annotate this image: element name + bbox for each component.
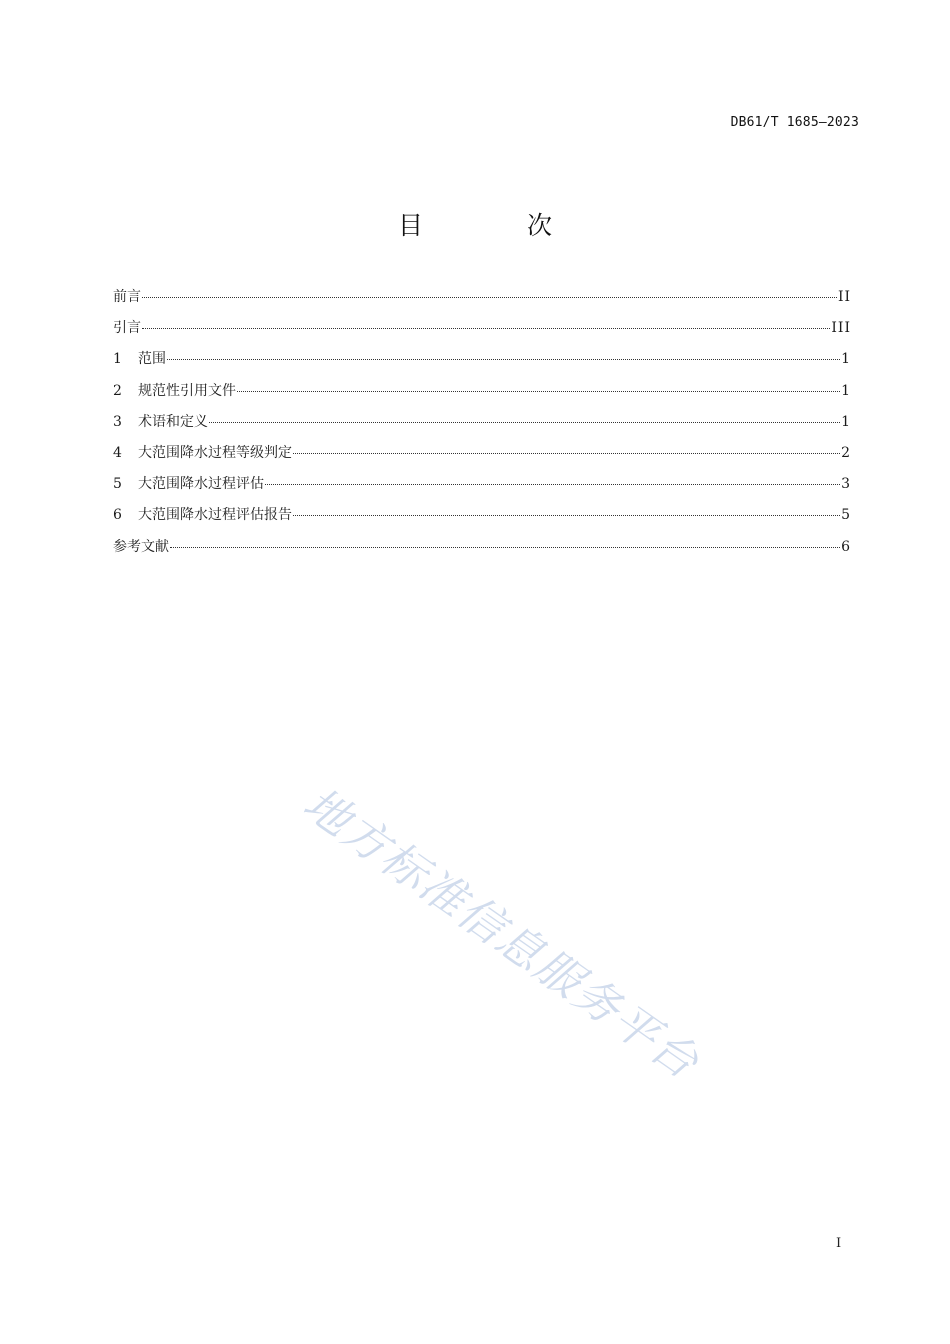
toc-entry-label: 术语和定义 [138,413,208,430]
toc-leader-dots [209,422,840,423]
toc-leader-dots [293,515,840,516]
toc-leader-dots [142,297,837,298]
toc-entry-process-assessment[interactable] [113,473,851,504]
toc-leader-dots [293,453,840,454]
toc-leader-dots [170,547,840,548]
page-number: I [836,1236,842,1251]
toc-entry-number: 3 [113,413,122,430]
toc-entry-label: 大范围降水过程评估 [138,476,264,493]
watermark-text: 地方标准信息服务平台 [293,776,710,1090]
toc-entry-number: 5 [113,476,122,493]
toc-entry-assessment-report[interactable] [113,504,851,535]
toc-entry-bibliography[interactable] [113,536,851,567]
toc-entry-label: 前言 [113,289,141,305]
toc-entry-introduction[interactable] [113,317,851,348]
standard-code: DB61/T 1685—2023 [730,115,859,130]
toc-entry-page: 2 [841,444,851,461]
toc-entry-number: 1 [113,351,122,368]
toc-entry-page: 6 [841,538,851,555]
toc-entry-label: 参考文献 [113,538,169,555]
toc-entry-page: 1 [841,413,851,430]
toc-entry-number: 6 [113,507,122,524]
toc-entry-page: III [831,320,851,337]
toc-entry-normative-references[interactable] [113,380,851,411]
toc-entry-page: 1 [841,382,851,399]
toc-entry-scope[interactable] [113,348,851,379]
toc-entry-number: 4 [113,444,122,461]
toc-entry-label: 引言 [113,320,141,337]
toc-entry-label: 大范围降水过程等级判定 [138,444,292,461]
toc-entry-page: 1 [841,351,851,368]
table-of-contents [113,286,851,567]
toc-leader-dots [167,359,840,360]
toc-entry-page: 5 [841,507,851,524]
toc-entry-label: 范围 [138,351,166,368]
toc-leader-dots [142,328,830,329]
toc-entry-label: 大范围降水过程评估报告 [138,507,292,524]
toc-leader-dots [265,484,840,485]
toc-entry-number: 2 [113,382,122,399]
toc-leader-dots [237,391,840,392]
toc-entry-foreword[interactable] [113,286,851,317]
toc-entry-page: II [837,289,851,305]
toc-entry-page: 3 [841,476,851,493]
toc-entry-terms-definitions[interactable] [113,411,851,442]
toc-entry-label: 规范性引用文件 [138,382,236,399]
toc-entry-grade-determination[interactable] [113,442,851,473]
toc-title: 目 次 [398,211,600,240]
